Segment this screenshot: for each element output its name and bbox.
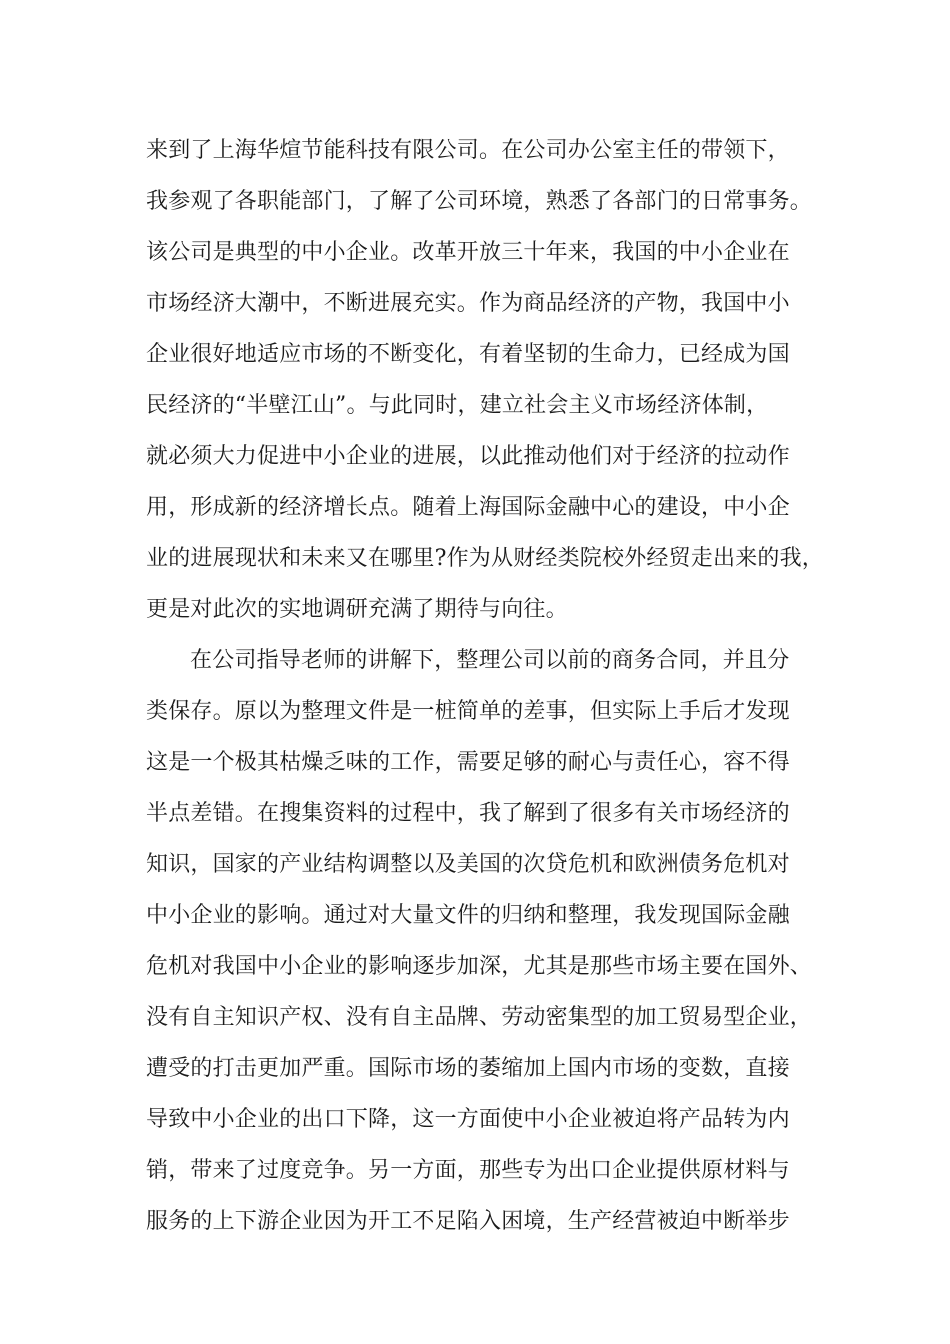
text-line: 市场经济大潮中，不断进展充实。作为商品经济的产物，我国中小	[146, 291, 790, 316]
paragraph-first-line: 在公司指导老师的讲解下，整理公司以前的商务合同，并且分	[190, 648, 790, 673]
text-line: 知识，国家的产业结构调整以及美国的次贷危机和欧洲债务危机对	[146, 852, 790, 877]
text-line: 遭受的打击更加严重。国际市场的萎缩加上国内市场的变数，直接	[146, 1056, 790, 1081]
text-line: 没有自主知识产权、没有自主品牌、劳动密集型的加工贸易型企业，	[146, 1005, 813, 1030]
text-line: 民经济的“半壁江山”。与此同时，建立社会主义市场经济体制，	[146, 393, 769, 418]
text-line: 企业很好地适应市场的不断变化，有着坚韧的生命力，已经成为国	[146, 342, 790, 367]
text-line: 业的进展现状和未来又在哪里?作为从财经类院校外经贸走出来的我，	[146, 546, 824, 571]
text-line: 销，带来了过度竞争。另一方面，那些专为出口企业提供原材料与	[146, 1158, 790, 1183]
text-line: 更是对此次的实地调研充满了期待与向往。	[146, 597, 568, 622]
text-line: 就必须大力促进中小企业的进展，以此推动他们对于经济的拉动作	[146, 444, 790, 469]
text-line: 我参观了各职能部门，了解了公司环境，熟悉了各部门的日常事务。	[146, 189, 813, 214]
text-line: 服务的上下游企业因为开工不足陷入困境，生产经营被迫中断举步	[146, 1209, 790, 1234]
text-line: 该公司是典型的中小企业。改革开放三十年来，我国的中小企业在	[146, 240, 790, 265]
text-line: 这是一个极其枯燥乏味的工作，需要足够的耐心与责任心，容不得	[146, 750, 790, 775]
text-line: 危机对我国中小企业的影响逐步加深，尤其是那些市场主要在国外、	[146, 954, 813, 979]
text-line: 中小企业的影响。通过对大量文件的归纳和整理，我发现国际金融	[146, 903, 790, 928]
text-line: 导致中小企业的出口下降，这一方面使中小企业被迫将产品转为内	[146, 1107, 790, 1132]
text-line: 用，形成新的经济增长点。随着上海国际金融中心的建设，中小企	[146, 495, 790, 520]
text-line: 类保存。原以为整理文件是一桩简单的差事，但实际上手后才发现	[146, 699, 790, 724]
text-line: 半点差错。在搜集资料的过程中，我了解到了很多有关市场经济的	[146, 801, 790, 826]
text-line: 来到了上海华煊节能科技有限公司。在公司办公室主任的带领下，	[146, 138, 790, 163]
